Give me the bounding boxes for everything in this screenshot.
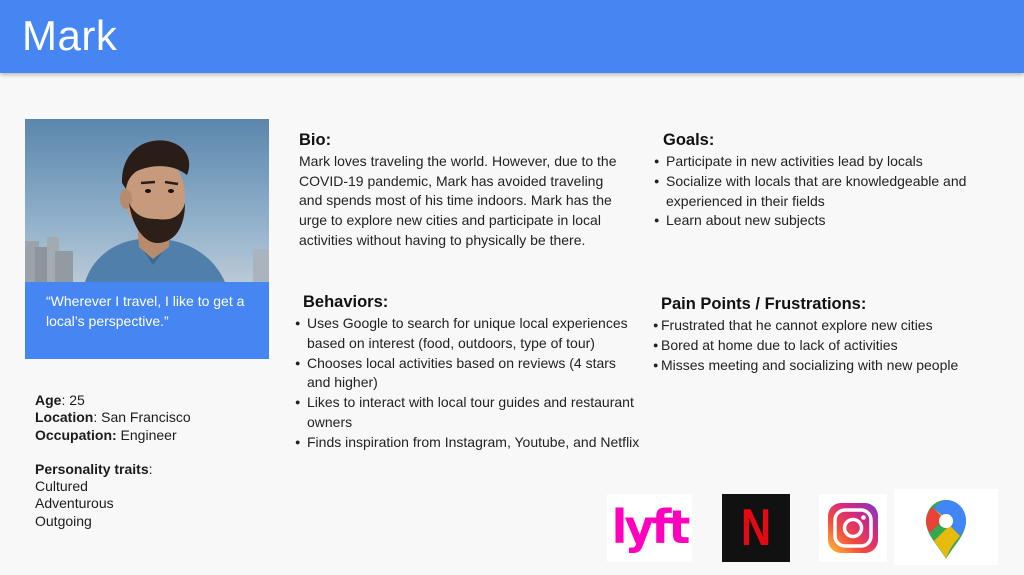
google-maps-pin-icon: [894, 489, 998, 565]
persona-facts: [35, 392, 255, 530]
persona-quote: “Wherever I travel, I like to get a local’s perspective.”: [46, 293, 245, 329]
behavior-item: ● Uses Google to search for unique local experiences based on interest (food, outdoors, type of tour): [295, 314, 640, 354]
goals-title: Goals:: [663, 131, 715, 149]
instagram-logo: [819, 494, 887, 562]
goals-list: [654, 152, 984, 231]
behaviors-title: Behaviors:: [303, 293, 389, 311]
location-row: [35, 409, 255, 426]
persona-name: Mark: [22, 12, 118, 59]
lyft-wordmark: lyft: [611, 500, 688, 554]
goal-item: ● Socialize with locals that are knowledgeable and experienced in their fields: [654, 172, 984, 212]
behavior-item: ● Finds inspiration from Instagram, Youtube, and Netflix: [295, 433, 640, 453]
traits-colon: :: [148, 460, 153, 477]
occupation-label: Occupation:: [35, 426, 117, 443]
age-value: : 25: [61, 392, 85, 408]
netflix-letter: N: [740, 499, 772, 557]
bio-title: Bio:: [299, 131, 332, 149]
goal-item: ● Learn about new subjects: [654, 211, 984, 231]
occupation-row: [35, 427, 255, 444]
behavior-item: ● Likes to interact with local tour guides and restaurant owners: [295, 393, 640, 433]
instagram-logo-icon: [819, 494, 887, 562]
age-row: [35, 392, 255, 409]
traits-row: [35, 461, 255, 478]
pain-points-list: [653, 316, 1013, 375]
traits-label: Personality traits: [35, 460, 149, 477]
trait-item: Outgoing: [35, 512, 92, 529]
persona-photo: [25, 119, 269, 282]
behavior-item: ● Chooses local activities based on reviews (4 stars and higher): [295, 354, 640, 394]
trait-item: Adventurous: [35, 495, 114, 512]
pain-point-item: ● Misses meeting and socializing with new people: [653, 356, 1013, 376]
netflix-logo: [722, 494, 790, 562]
goal-item: ● Participate in new activities lead by locals: [654, 152, 984, 172]
location-label: Location: [35, 409, 94, 426]
pain-point-item: ● Bored at home due to lack of activities: [653, 336, 1013, 356]
pain-points-title: Pain Points / Frustrations:: [661, 295, 867, 313]
lyft-logo: [607, 494, 692, 562]
trait-item: Cultured: [35, 478, 88, 495]
behaviors-list: [295, 314, 640, 453]
quote-box: [25, 282, 269, 359]
location-value: : San Francisco: [93, 409, 191, 426]
bio-text: Mark loves traveling the world. However, due to the COVID-19 pandemic, Mark has avoided traveling and spends most of his time indoors. Mark has the urge to explore new cities and participate in local activities without having to physically be there.: [299, 153, 617, 248]
person-portrait-icon: [25, 119, 269, 282]
pain-point-item: ● Frustrated that he cannot explore new cities: [653, 316, 1013, 336]
occupation-value: Engineer: [116, 426, 177, 443]
header-bar: [0, 0, 1024, 73]
google-maps-logo: [894, 489, 998, 565]
age-label: Age: [35, 392, 62, 408]
